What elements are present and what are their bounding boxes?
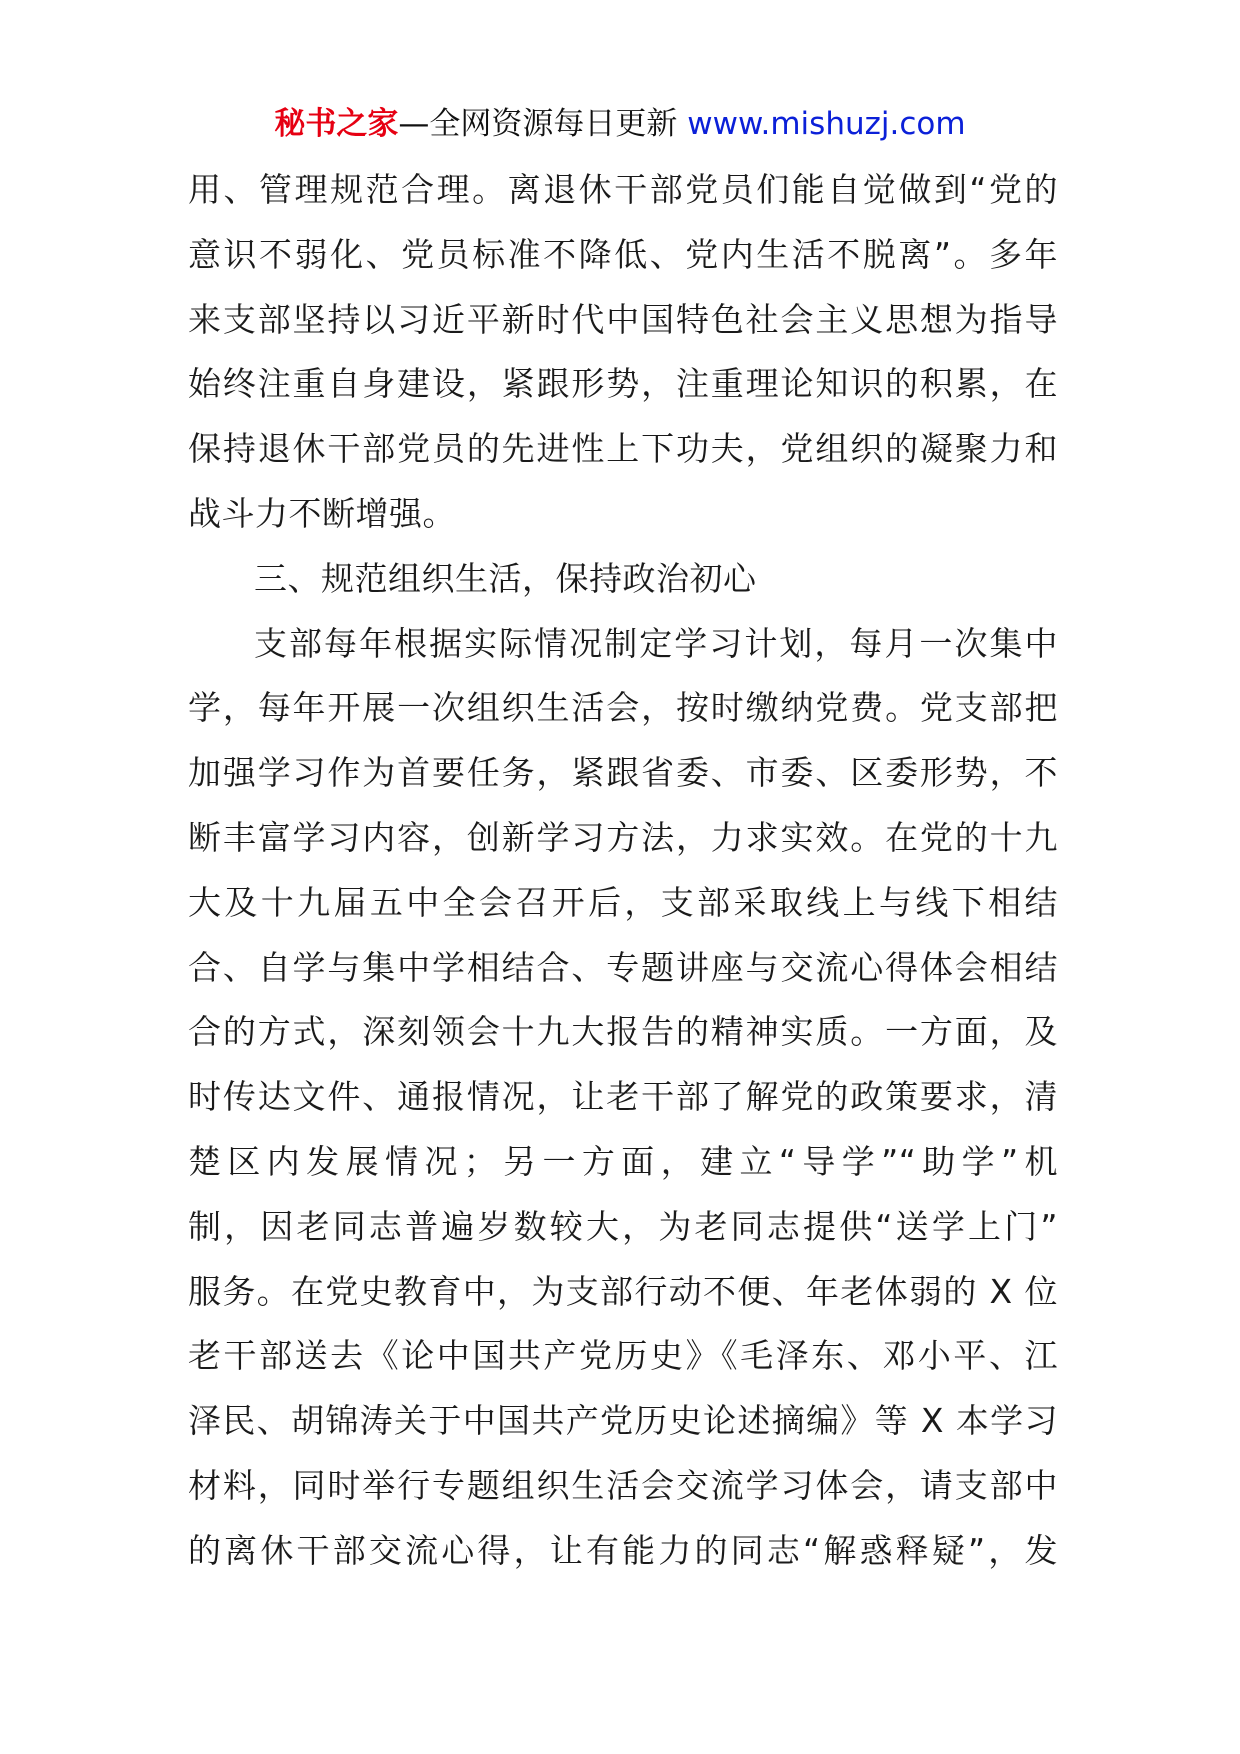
text-line: 的离休干部交流心得，让有能力的同志“解惑释疑”，发 [188,1530,1058,1570]
text-line: 意识不弱化、党员标准不降低、党内生活不脱离”。多年 [188,234,1058,274]
text-line: 支部每年根据实际情况制定学习计划，每月一次集中 [254,623,1058,663]
site-header [0,102,1240,146]
text-line: 制，因老同志普遍岁数较大，为老同志提供“送学上门” [188,1206,1058,1246]
text-line: 战斗力不断增强。 [188,493,456,533]
section-heading: 三、规范组织生活，保持政治初心 [254,558,757,598]
text-line: 用、管理规范合理。离退休干部党员们能自觉做到“党的 [188,170,1058,209]
text-line: 材料，同时举行专题组织生活会交流学习体会，请支部中 [188,1465,1058,1505]
text-line: 时传达文件、通报情况，让老干部了解党的政策要求，清 [188,1077,1058,1117]
brand-name: 秘书之家 [274,106,399,142]
text-line: 加强学习作为首要任务，紧跟省委、市委、区委形势，不 [188,753,1058,793]
text-line: 保持退休干部党员的先进性上下功夫，党组织的凝聚力和 [188,429,1058,469]
text-line: 大及十九届五中全会召开后，支部采取线上与线下相结 [188,882,1058,922]
text-line: 楚区内发展情况；另一方面，建立“导学”“助学”机 [188,1141,1058,1181]
text-line: 学，每年开展一次组织生活会，按时缴纳党费。党支部把 [188,688,1058,728]
site-url-link[interactable]: www.mishuzj.com [687,106,966,142]
header-slogan: —全网资源每日更新 [398,106,678,142]
text-line: 合、自学与集中学相结合、专题讲座与交流心得体会相结 [188,947,1058,987]
text-line: 泽民、胡锦涛关于中国共产党历史论述摘编》等 X 本学习 [188,1401,1058,1441]
text-line: 来支部坚持以习近平新时代中国特色社会主义思想为指导 [188,299,1058,339]
text-line: 合的方式，深刻领会十九大报告的精神实质。一方面，及 [188,1012,1058,1052]
text-line: 断丰富学习内容，创新学习方法，力求实效。在党的十九 [188,817,1058,857]
text-line: 始终注重自身建设，紧跟形势，注重理论知识的积累，在 [188,364,1058,404]
text-line: 老干部送去《论中国共产党历史》《毛泽东、邓小平、江 [188,1336,1058,1376]
text-line: 服务。在党史教育中，为支部行动不便、年老体弱的 X 位 [188,1271,1058,1311]
document-body [188,158,1058,1584]
